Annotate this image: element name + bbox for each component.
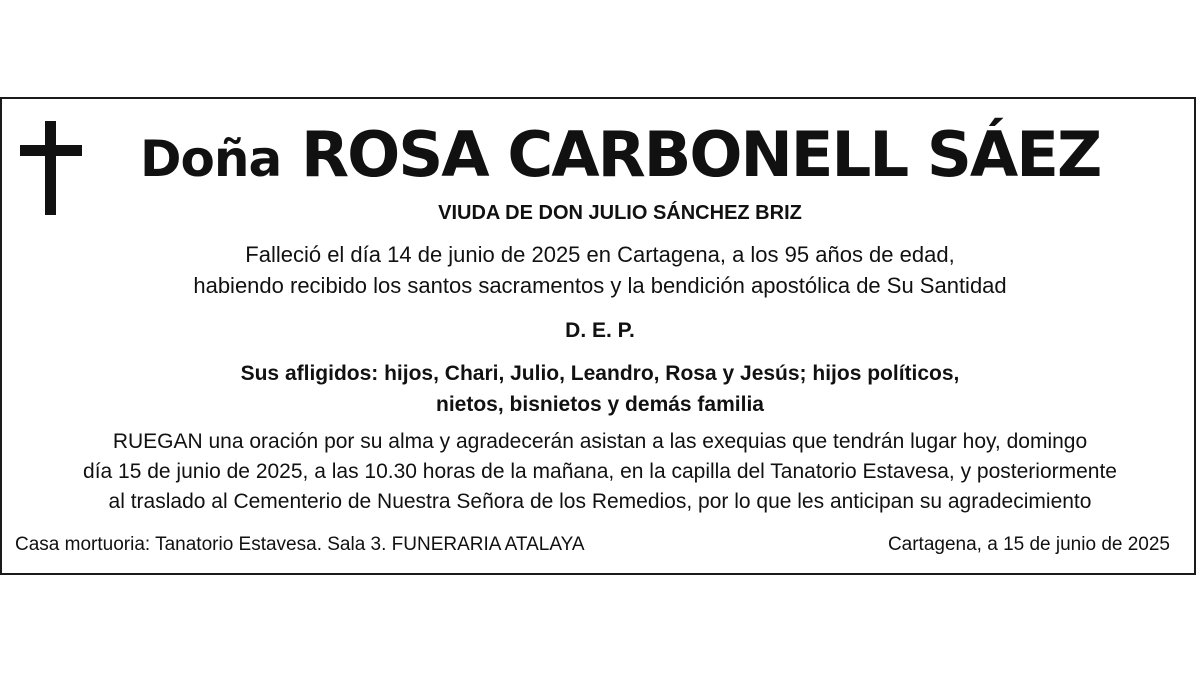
death-line-1: Falleció el día 14 de junio de 2025 en Cartagena, a los 95 años de edad,	[245, 242, 955, 267]
request-line-3: al traslado al Cementerio de Nuestra Señora de los Remedios, por lo que les anticipan su agradecimiento	[108, 490, 1092, 513]
request-line-2: día 15 de junio de 2025, a las 10.30 horas de la mañana, en la capilla del Tanatorio Estavesa, y posteriormente	[83, 460, 1117, 483]
deceased-full-name: ROSA CARBONELL SÁEZ	[300, 118, 1101, 191]
rip: D. E. P.	[565, 319, 635, 342]
footer-funeral-home: Casa mortuoria: Tanatorio Estavesa. Sala 3. FUNERARIA ATALAYA	[15, 534, 585, 555]
widow-of: VIUDA DE DON JULIO SÁNCHEZ BRIZ	[438, 202, 802, 224]
deceased-name	[140, 116, 1100, 198]
mourners-line-1: Sus afligidos: hijos, Chari, Julio, Leandro, Rosa y Jesús; hijos políticos,	[240, 362, 960, 385]
mourners-line-2: nietos, bisnietos y demás familia	[436, 393, 764, 416]
request-line-1: RUEGAN una oración por su alma y agradecerán asistan a las exequias que tendrán lugar hoy, domingo	[112, 430, 1088, 453]
honorific: Doña	[140, 130, 282, 188]
death-line-2: habiendo recibido los santos sacramentos y la bendición apostólica de Su Santidad	[193, 273, 1007, 298]
footer-place-date: Cartagena, a 15 de junio de 2025	[887, 534, 1170, 555]
